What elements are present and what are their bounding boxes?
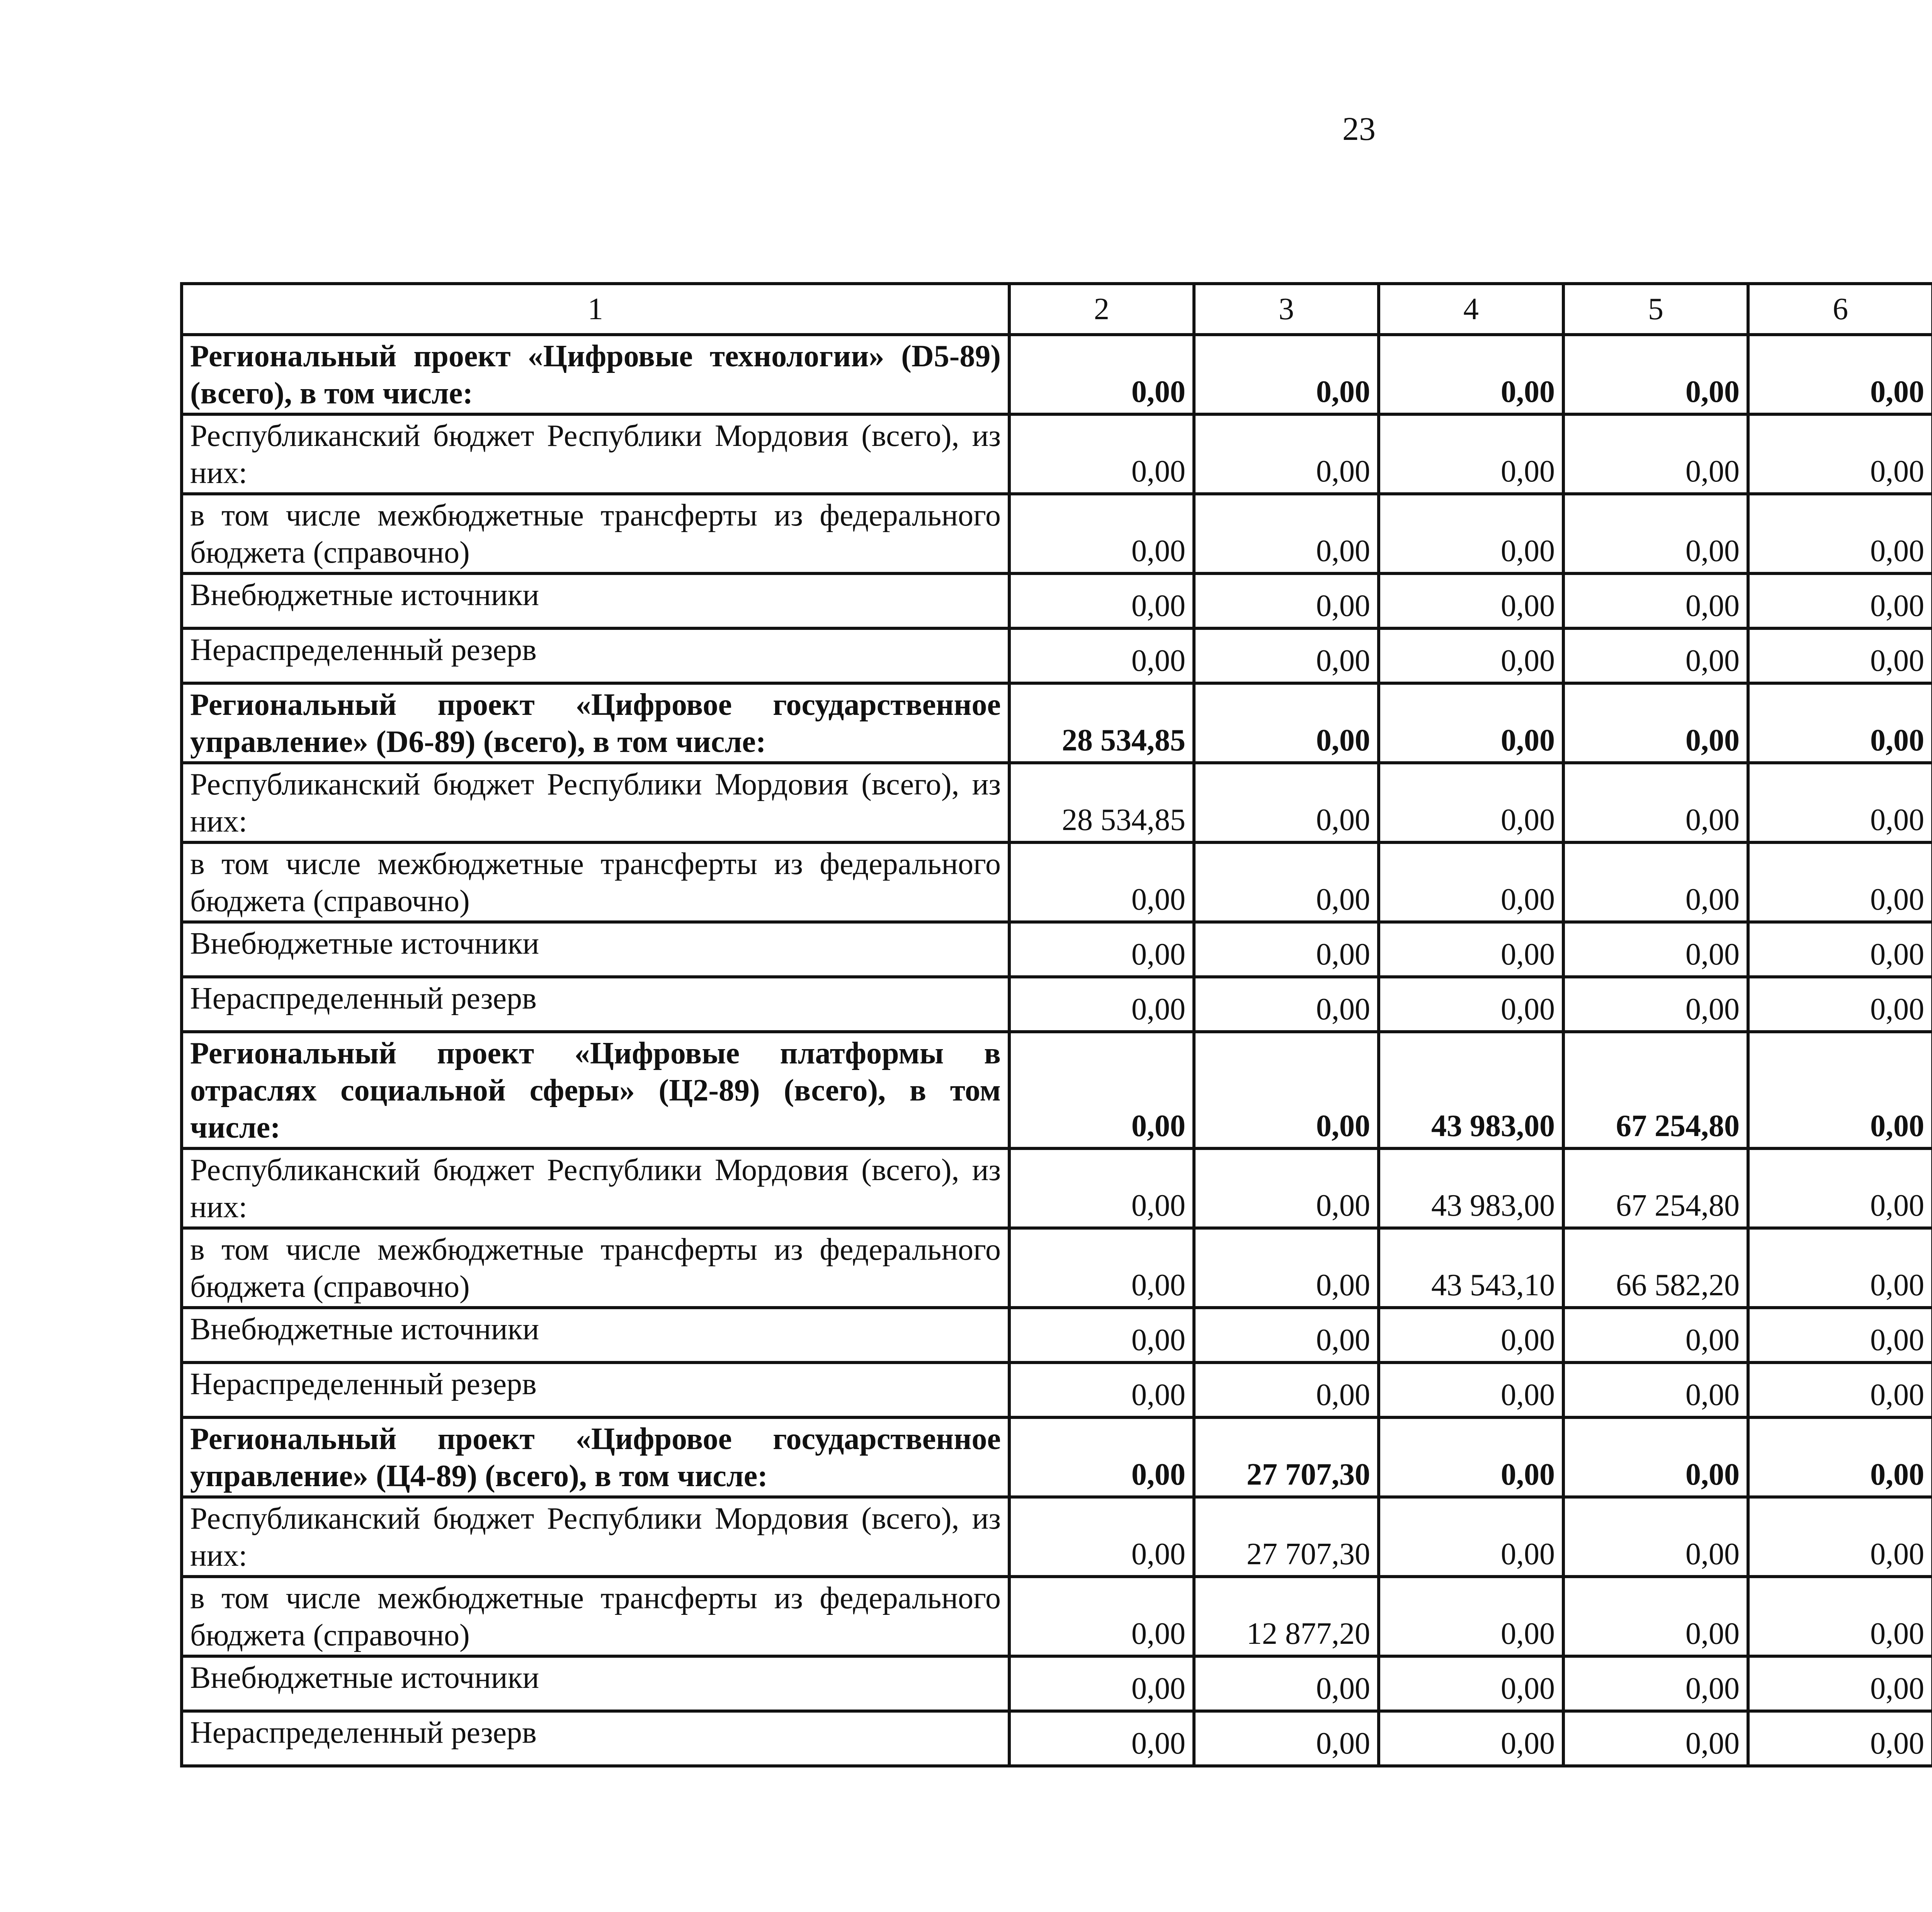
value-cell: 0,00 <box>1748 922 1932 977</box>
value-cell: 0,00 <box>1194 494 1379 573</box>
table-row <box>182 1363 1932 1417</box>
value-cell: 67 254,80 <box>1563 1032 1748 1148</box>
value-cell: 0,00 <box>1379 977 1563 1032</box>
table-row <box>182 1577 1932 1656</box>
value-cell: 0,00 <box>1379 1711 1563 1766</box>
value-cell: 0,00 <box>1748 1148 1932 1228</box>
value-cell: 66 582,20 <box>1563 1228 1748 1308</box>
value-cell: 0,00 <box>1563 1497 1748 1577</box>
value-cell: 0,00 <box>1748 763 1932 842</box>
value-cell: 0,00 <box>1194 1308 1379 1363</box>
column-header: 4 <box>1379 284 1563 335</box>
value-cell: 0,00 <box>1194 1148 1379 1228</box>
value-cell: 0,00 <box>1194 683 1379 763</box>
row-label: в том числе межбюджетные трансферты из федерального бюджета (справочно) <box>182 1577 1009 1656</box>
value-cell: 0,00 <box>1379 494 1563 573</box>
row-label: Внебюджетные источники <box>182 922 1009 977</box>
value-cell: 0,00 <box>1563 628 1748 683</box>
value-cell: 0,00 <box>1379 628 1563 683</box>
table-row <box>182 494 1932 573</box>
value-cell: 0,00 <box>1009 1497 1194 1577</box>
table-row <box>182 922 1932 977</box>
value-cell: 0,00 <box>1194 1032 1379 1148</box>
value-cell: 0,00 <box>1379 1417 1563 1497</box>
value-cell: 0,00 <box>1194 1711 1379 1766</box>
value-cell: 28 534,85 <box>1009 683 1194 763</box>
value-cell: 0,00 <box>1748 628 1932 683</box>
value-cell: 43 543,10 <box>1379 1228 1563 1308</box>
row-label: Нераспределенный резерв <box>182 977 1009 1032</box>
column-header: 5 <box>1563 284 1748 335</box>
value-cell: 0,00 <box>1748 494 1932 573</box>
row-label: Республиканский бюджет Республики Мордовия (всего), из них: <box>182 1497 1009 1577</box>
value-cell: 0,00 <box>1009 1711 1194 1766</box>
value-cell: 0,00 <box>1194 763 1379 842</box>
value-cell: 0,00 <box>1379 573 1563 628</box>
value-cell: 0,00 <box>1009 1417 1194 1497</box>
value-cell: 0,00 <box>1379 763 1563 842</box>
value-cell: 0,00 <box>1563 683 1748 763</box>
value-cell: 0,00 <box>1748 1363 1932 1417</box>
row-label: Нераспределенный резерв <box>182 1711 1009 1766</box>
table-row <box>182 1308 1932 1363</box>
value-cell: 0,00 <box>1563 1577 1748 1656</box>
value-cell: 0,00 <box>1194 977 1379 1032</box>
project-total-row <box>182 335 1932 414</box>
project-total-row <box>182 683 1932 763</box>
value-cell: 0,00 <box>1748 1497 1932 1577</box>
value-cell: 0,00 <box>1379 1363 1563 1417</box>
value-cell: 0,00 <box>1009 494 1194 573</box>
value-cell: 0,00 <box>1379 922 1563 977</box>
value-cell: 12 877,20 <box>1194 1577 1379 1656</box>
value-cell: 0,00 <box>1009 922 1194 977</box>
value-cell: 0,00 <box>1748 1228 1932 1308</box>
table-row <box>182 414 1932 494</box>
table-row <box>182 1656 1932 1711</box>
value-cell: 0,00 <box>1194 1228 1379 1308</box>
value-cell: 0,00 <box>1748 414 1932 494</box>
project-total-row <box>182 1032 1932 1148</box>
value-cell: 0,00 <box>1563 763 1748 842</box>
value-cell: 43 983,00 <box>1379 1148 1563 1228</box>
value-cell: 0,00 <box>1748 842 1932 922</box>
value-cell: 0,00 <box>1748 683 1932 763</box>
row-label: Нераспределенный резерв <box>182 1363 1009 1417</box>
value-cell: 0,00 <box>1194 628 1379 683</box>
value-cell: 0,00 <box>1563 1711 1748 1766</box>
row-label: Нераспределенный резерв <box>182 628 1009 683</box>
table-row <box>182 1148 1932 1228</box>
table-row <box>182 763 1932 842</box>
table-row <box>182 628 1932 683</box>
value-cell: 0,00 <box>1009 1656 1194 1711</box>
value-cell: 0,00 <box>1563 842 1748 922</box>
value-cell: 0,00 <box>1009 1363 1194 1417</box>
row-label: Внебюджетные источники <box>182 573 1009 628</box>
column-number-row <box>182 284 1932 335</box>
value-cell: 0,00 <box>1194 1363 1379 1417</box>
value-cell: 0,00 <box>1379 1656 1563 1711</box>
row-label: Внебюджетные источники <box>182 1308 1009 1363</box>
value-cell: 0,00 <box>1563 1363 1748 1417</box>
value-cell: 0,00 <box>1748 1032 1932 1148</box>
table-row <box>182 1228 1932 1308</box>
page-number: 23 <box>1342 110 1376 147</box>
value-cell: 27 707,30 <box>1194 1497 1379 1577</box>
row-label: Республиканский бюджет Республики Мордовия (всего), из них: <box>182 414 1009 494</box>
value-cell: 27 707,30 <box>1194 1417 1379 1497</box>
row-label: Региональный проект «Цифровое государственное управление» (D6-89) (всего), в том числе: <box>182 683 1009 763</box>
value-cell: 0,00 <box>1563 1656 1748 1711</box>
row-label: в том числе межбюджетные трансферты из федерального бюджета (справочно) <box>182 494 1009 573</box>
value-cell: 0,00 <box>1563 1417 1748 1497</box>
value-cell: 0,00 <box>1194 842 1379 922</box>
value-cell: 0,00 <box>1563 573 1748 628</box>
value-cell: 0,00 <box>1563 335 1748 414</box>
value-cell: 0,00 <box>1009 1032 1194 1148</box>
column-header: 3 <box>1194 284 1379 335</box>
table-row <box>182 842 1932 922</box>
value-cell: 0,00 <box>1009 335 1194 414</box>
column-header: 2 <box>1009 284 1194 335</box>
row-label: Региональный проект «Цифровое государственное управление» (Ц4-89) (всего), в том числе: <box>182 1417 1009 1497</box>
value-cell: 0,00 <box>1748 1417 1932 1497</box>
value-cell: 0,00 <box>1379 1577 1563 1656</box>
value-cell: 0,00 <box>1009 628 1194 683</box>
value-cell: 0,00 <box>1748 977 1932 1032</box>
project-total-row <box>182 1417 1932 1497</box>
table-row <box>182 573 1932 628</box>
value-cell: 0,00 <box>1009 1228 1194 1308</box>
row-label: Региональный проект «Цифровые платформы в отраслях социальной сферы» (Ц2-89) (всего), в том числе: <box>182 1032 1009 1148</box>
value-cell: 0,00 <box>1379 1308 1563 1363</box>
value-cell: 0,00 <box>1194 1656 1379 1711</box>
row-label: Республиканский бюджет Республики Мордовия (всего), из них: <box>182 1148 1009 1228</box>
value-cell: 0,00 <box>1009 1577 1194 1656</box>
value-cell: 0,00 <box>1379 414 1563 494</box>
row-label: Республиканский бюджет Республики Мордовия (всего), из них: <box>182 763 1009 842</box>
value-cell: 67 254,80 <box>1563 1148 1748 1228</box>
column-header: 1 <box>182 284 1009 335</box>
row-label: Региональный проект «Цифровые технологии» (D5-89) (всего), в том числе: <box>182 335 1009 414</box>
table-body <box>182 284 1932 1766</box>
value-cell: 43 983,00 <box>1379 1032 1563 1148</box>
table-row <box>182 1711 1932 1766</box>
value-cell: 0,00 <box>1748 1308 1932 1363</box>
row-label: в том числе межбюджетные трансферты из федерального бюджета (справочно) <box>182 842 1009 922</box>
value-cell: 0,00 <box>1563 922 1748 977</box>
table-row <box>182 977 1932 1032</box>
value-cell: 0,00 <box>1009 414 1194 494</box>
value-cell: 0,00 <box>1563 414 1748 494</box>
value-cell: 0,00 <box>1009 573 1194 628</box>
table-row <box>182 1497 1932 1577</box>
value-cell: 0,00 <box>1194 335 1379 414</box>
value-cell: 0,00 <box>1379 842 1563 922</box>
value-cell: 0,00 <box>1379 1497 1563 1577</box>
value-cell: 0,00 <box>1563 494 1748 573</box>
value-cell: 0,00 <box>1379 683 1563 763</box>
row-label: Внебюджетные источники <box>182 1656 1009 1711</box>
value-cell: 28 534,85 <box>1009 763 1194 842</box>
value-cell: 0,00 <box>1748 335 1932 414</box>
value-cell: 0,00 <box>1379 335 1563 414</box>
value-cell: 0,00 <box>1748 1577 1932 1656</box>
value-cell: 0,00 <box>1009 977 1194 1032</box>
value-cell: 0,00 <box>1194 573 1379 628</box>
value-cell: 0,00 <box>1748 1656 1932 1711</box>
value-cell: 0,00 <box>1009 1148 1194 1228</box>
value-cell: 0,00 <box>1563 1308 1748 1363</box>
value-cell: 0,00 <box>1748 1711 1932 1766</box>
row-label: в том числе межбюджетные трансферты из федерального бюджета (справочно) <box>182 1228 1009 1308</box>
value-cell: 0,00 <box>1563 977 1748 1032</box>
value-cell: 0,00 <box>1009 842 1194 922</box>
column-header: 6 <box>1748 284 1932 335</box>
value-cell: 0,00 <box>1194 414 1379 494</box>
value-cell: 0,00 <box>1009 1308 1194 1363</box>
budget-table <box>180 282 1932 1767</box>
value-cell: 0,00 <box>1748 573 1932 628</box>
value-cell: 0,00 <box>1194 922 1379 977</box>
